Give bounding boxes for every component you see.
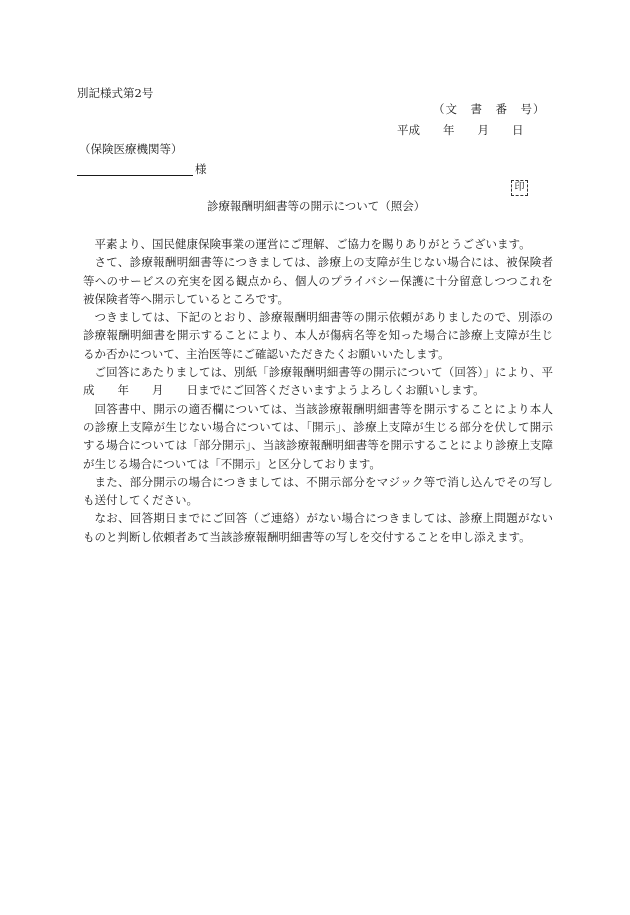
- recipient-name-line: [77, 175, 193, 176]
- document-body: [83, 235, 553, 546]
- body-paragraph: さて、診療報酬明細書等につきましては、診療上の支障が生じない場合には、被保険者等へのサービスの充実を図る観点から、個人のプライバシー保護に十分留意しつつこれを被保険者等へ開示しているところです。: [83, 255, 553, 306]
- document-title: 診療報酬明細書等の開示について（照会）: [207, 199, 426, 213]
- body-paragraph: つきましては、下記のとおり、診療報酬明細書等の開示依頼がありましたので、別添の診療報酬明細書を開示することにより、本人が傷病名等を知った場合に診療上支障が生じるか否かについて、主治医等にご確認いただきたくお願いいたします。: [83, 310, 553, 361]
- recipient-organization: （保険医療機関等）: [79, 142, 183, 156]
- seal-stamp: 印: [511, 180, 528, 196]
- body-paragraph: 平素より、国民健康保険事業の運営にご理解、ご協力を賜りありがとうございます。: [94, 237, 531, 251]
- body-paragraph: ご回答にあたりましては、別紙「診療報酬明細書等の開示について（回答）」により、平成 年 月 日までにご回答くださいますようよろしくお願いします。: [83, 365, 553, 398]
- body-paragraph: また、部分開示の場合につきましては、不開示部分をマジック等で消し込んでその写しも送付してください。: [83, 474, 553, 508]
- form-number: 別記様式第2号: [77, 86, 154, 100]
- body-paragraph: なお、回答期日までにご回答（ご連絡）がない場合につきましては、診療上問題がないものと判断し依頼者あて当該診療報酬明細書等の写しを交付することを申し添えます。: [83, 511, 553, 544]
- document-date: 平成 年 月 日: [397, 123, 524, 137]
- document-number: （文 書 番 号）: [433, 102, 546, 116]
- recipient-honorific: 様: [195, 162, 207, 176]
- body-paragraph: 回答書中、開示の適否欄については、当該診療報酬明細書等を開示することにより本人の診療上支障が生じない場合については、「開示」、診療上支障が生じる部分を伏して開示する場合については「部分開示」、当該診療報酬明細書等を開示することにより診療上支障が生じる場合については「不開示」と区分しております。: [83, 401, 553, 471]
